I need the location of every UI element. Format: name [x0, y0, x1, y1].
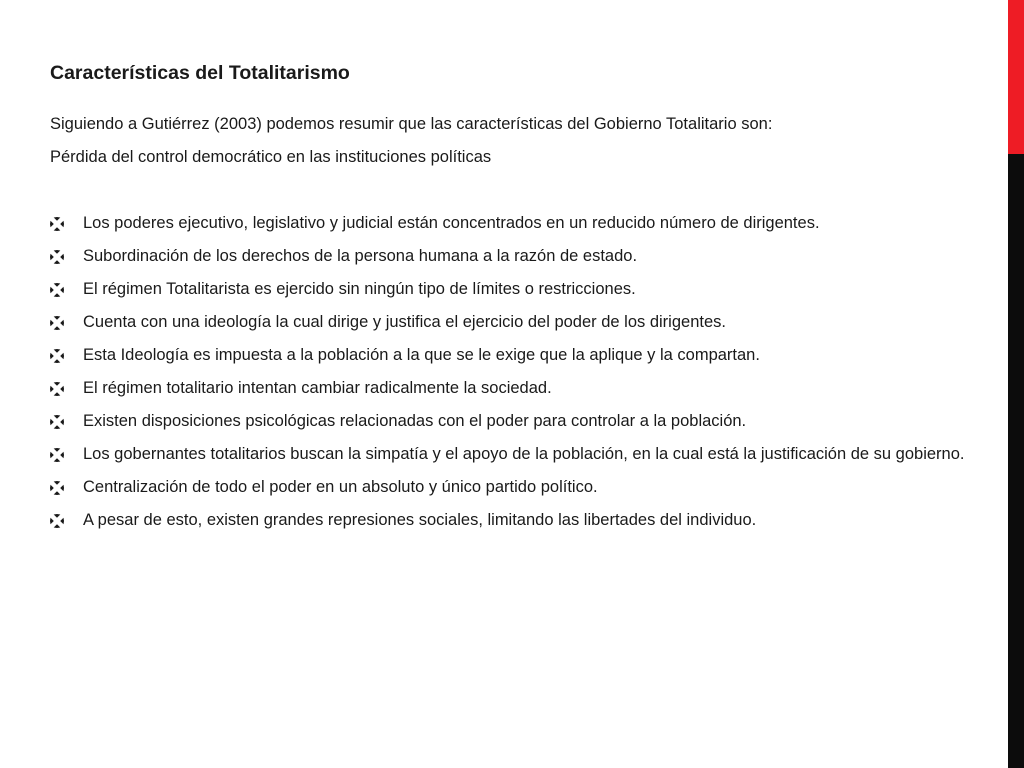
- four-diamond-star-icon: [50, 339, 66, 372]
- four-diamond-star-icon: [50, 471, 66, 504]
- bullet-text: El régimen totalitario intentan cambiar radicalmente la sociedad.: [83, 379, 552, 397]
- bullet-text: Centralización de todo el poder en un absoluto y único partido político.: [83, 478, 598, 496]
- bullet-item: [50, 438, 985, 471]
- intro-line-1: Siguiendo a Gutiérrez (2003) podemos resumir que las características del Gobierno Totalitario son:: [50, 115, 773, 133]
- bullet-list: [50, 207, 985, 537]
- bullet-text: Los poderes ejecutivo, legislativo y judicial están concentrados en un reducido número de dirigentes.: [83, 214, 820, 232]
- accent-bar-black: [1008, 154, 1024, 768]
- bullet-item: [50, 504, 985, 537]
- bullet-item: [50, 207, 985, 240]
- bullet-item: [50, 471, 985, 504]
- four-diamond-star-icon: [50, 306, 66, 339]
- bullet-item: [50, 405, 985, 438]
- four-diamond-star-icon: [50, 504, 66, 537]
- four-diamond-star-icon: [50, 240, 66, 273]
- four-diamond-star-icon: [50, 372, 66, 405]
- four-diamond-star-icon: [50, 273, 66, 306]
- bullet-text: El régimen Totalitarista es ejercido sin ningún tipo de límites o restricciones.: [83, 280, 636, 298]
- bullet-item: [50, 240, 985, 273]
- bullet-item: [50, 306, 985, 339]
- bullet-text: Subordinación de los derechos de la persona humana a la razón de estado.: [83, 247, 638, 265]
- accent-bar-red: [1008, 0, 1024, 154]
- four-diamond-star-icon: [50, 207, 66, 240]
- bullet-item: [50, 273, 985, 306]
- bullet-text: Esta Ideología es impuesta a la población a la que se le exige que la aplique y la compartan.: [83, 346, 760, 364]
- bullet-text: Existen disposiciones psicológicas relacionadas con el poder para controlar a la población.: [83, 412, 747, 430]
- slide-title: Características del Totalitarismo: [50, 62, 350, 84]
- bullet-text: Cuenta con una ideología la cual dirige y justifica el ejercicio del poder de los dirigentes.: [83, 313, 726, 331]
- bullet-text: A pesar de esto, existen grandes represiones sociales, limitando las libertades del individuo.: [83, 511, 757, 529]
- slide-content: [50, 58, 985, 537]
- bullet-item: [50, 339, 985, 372]
- intro-line-2: Pérdida del control democrático en las instituciones políticas: [50, 148, 492, 166]
- bullet-item: [50, 372, 985, 405]
- four-diamond-star-icon: [50, 405, 66, 438]
- four-diamond-star-icon: [50, 438, 66, 471]
- bullet-text: Los gobernantes totalitarios buscan la simpatía y el apoyo de la población, en la cual está la justificación de su gobierno.: [83, 445, 965, 463]
- spacer: [50, 174, 985, 207]
